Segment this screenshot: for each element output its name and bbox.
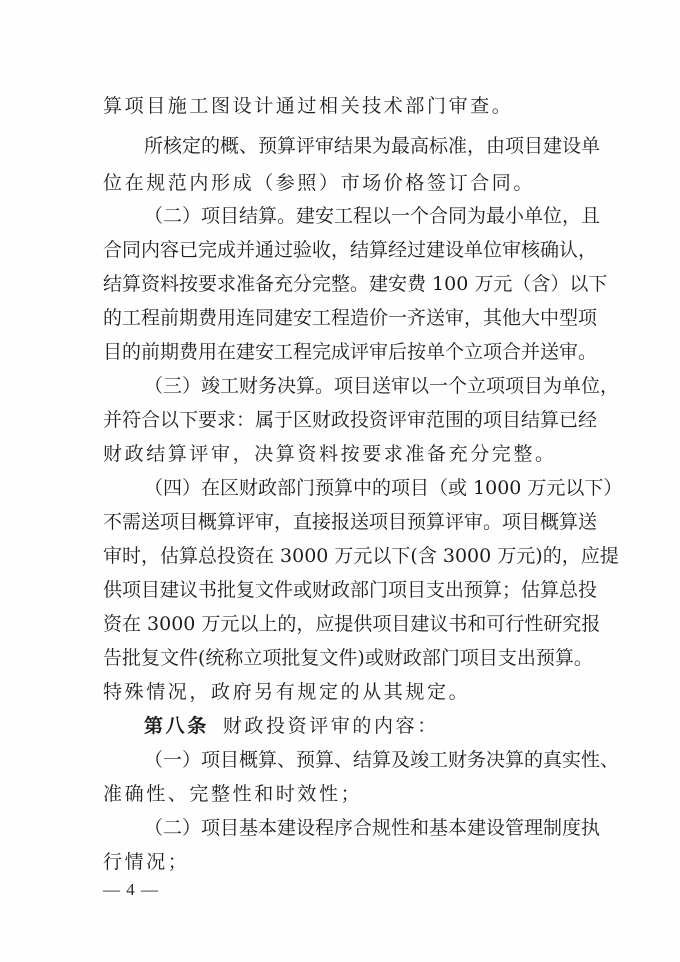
text-line: 财政结算评审，决算资料按要求准备充分完整。 (103, 443, 557, 465)
list-item-one: （一）项目概算、预算、结算及竣工财务决算的真实性、 (144, 749, 620, 771)
text-line: 行情况； (103, 851, 190, 873)
text-line: 算项目施工图设计通过相关技术部门审查。 (103, 95, 514, 117)
text-line: 的工程前期费用连同建安工程造价一齐送审，其他大中型项 (103, 307, 598, 329)
text-line: 审时，估算总投资在 3000 万元以下(含 3000 万元)的，应提 (103, 545, 619, 567)
text-line: 位在规范内形成（参照）市场价格签订合同。 (103, 172, 536, 194)
text-line: 特殊情况，政府另有规定的从其规定。 (103, 681, 471, 703)
text-line: 结算资料按要求准备充分完整。建安费 100 万元（含）以下 (103, 273, 608, 295)
article-heading: 第八条 (144, 715, 209, 737)
text-line: 资在 3000 万元以上的，应提供项目建议书和可行性研究报 (103, 613, 601, 635)
paragraph-approved-budget: 所核定的概、预算评审结果为最高标准，由项目建设单 (144, 135, 601, 157)
article-title: 财政投资评审的内容： (222, 715, 439, 737)
text-line: 并符合以下要求：属于区财政投资评审范围的项目结算已经 (103, 409, 598, 431)
article-eight-line (144, 714, 624, 738)
text-line: 目的前期费用在建安工程完成评审后按单个立项合并送审。 (103, 341, 598, 363)
text-line: 合同内容已完成并通过验收，结算经过建设单位审核确认， (103, 239, 598, 261)
text-line: 告批复文件(统称立项批复文件)或财政部门项目支出预算。 (103, 647, 593, 669)
paragraph-project-settlement: （二）项目结算。建安工程以一个合同为最小单位，且 (144, 205, 601, 227)
paragraph-district-budget: （四）在区财政部门预算中的项目（或 1000 万元以下） (144, 477, 623, 499)
paragraph-final-accounts: （三）竣工财务决算。项目送审以一个立项项目为单位， (144, 375, 620, 397)
text-line: 准确性、完整性和时效性； (103, 783, 363, 805)
list-item-two: （二）项目基本建设程序合规性和基本建设管理制度执 (144, 817, 601, 839)
text-line: 供项目建议书批复文件或财政部门项目支出预算；估算总投 (103, 579, 598, 601)
text-line: 不需送项目概算评审，直接报送项目预算评审。项目概算送 (103, 511, 598, 533)
page-number: — 4 — (103, 880, 159, 899)
